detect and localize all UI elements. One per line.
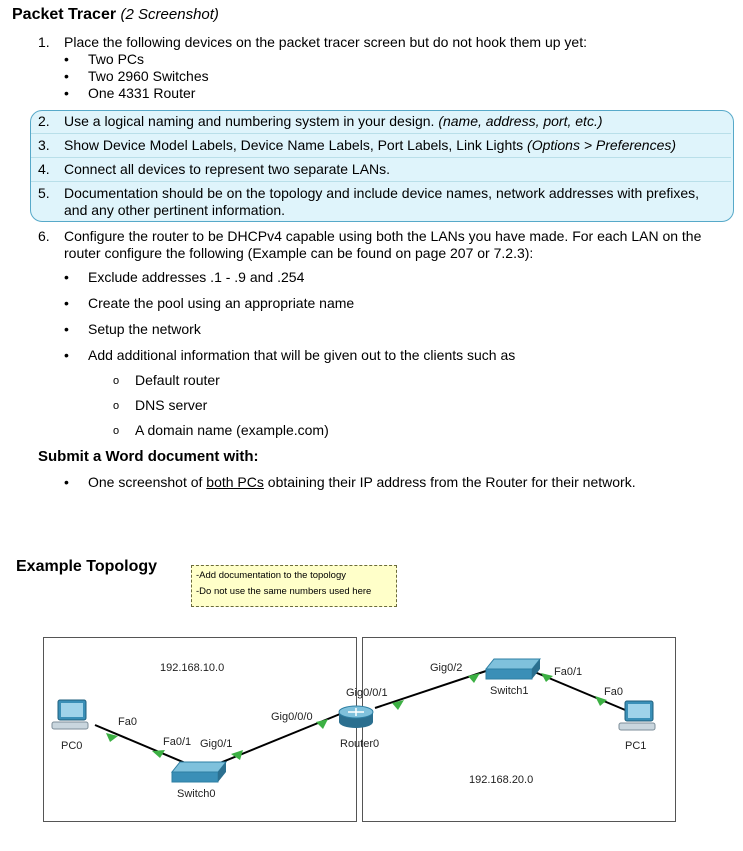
step6-line1: Configure the router to be DHCPv4 capable using both the LANs you have made. For each LAN on the — [64, 228, 702, 244]
step6-bullet: Exclude addresses .1 - .9 and .254 — [88, 269, 305, 285]
port-label: Fa0 — [118, 716, 137, 728]
pc0-label: PC0 — [61, 740, 83, 752]
port-label: Gig0/1 — [200, 738, 233, 750]
port-label: Gig0/0/0 — [271, 711, 313, 723]
pc1-icon — [619, 701, 655, 730]
switch1-label: Switch1 — [490, 685, 529, 697]
submit-underlined: both PCs — [206, 474, 264, 490]
step6-line2: router configure the following (Example can be found on page 207 or 7.2.3): — [64, 245, 534, 261]
circle-bullet-icon: o — [113, 400, 120, 412]
pc0-icon — [52, 700, 88, 729]
router0-icon — [339, 706, 373, 728]
port-label: Fa0/1 — [554, 666, 583, 678]
router0-label: Router0 — [340, 738, 380, 750]
step5-line2: and any other pertinent information. — [64, 202, 286, 218]
step6-bullet: Setup the network — [88, 321, 201, 337]
switch1-icon — [486, 659, 540, 679]
bullet-icon: • — [64, 347, 69, 363]
port-label: Fa0 — [604, 686, 623, 698]
bullet-icon: • — [64, 85, 69, 101]
step6-sub-bullet: Default router — [135, 372, 220, 388]
step2-italic: (name, address, port, etc.) — [438, 113, 603, 129]
port-label: Gig0/0/1 — [346, 687, 388, 699]
title-subtitle: (2 Screenshot) — [120, 6, 219, 23]
step3-main: Show Device Model Labels, Device Name Labels, Port Labels, Link Lights — [64, 137, 524, 153]
switch0-label: Switch0 — [177, 788, 216, 800]
step1-number: 1. — [38, 34, 50, 50]
network-label-left: 192.168.10.0 — [160, 662, 225, 674]
step5-line1: Documentation should be on the topology and include device names, network addresses with prefixes, — [64, 185, 700, 201]
step1-bullet: Two PCs — [88, 51, 145, 67]
port-label: Gig0/2 — [430, 662, 463, 674]
step3-number: 3. — [38, 137, 50, 153]
title-main: Packet Tracer — [12, 6, 117, 23]
step6-bullet: Add additional information that will be given out to the clients such as — [88, 347, 516, 363]
link-light-icon — [541, 673, 553, 682]
submit-pre: One screenshot of — [88, 474, 207, 490]
circle-bullet-icon: o — [113, 375, 120, 387]
step5-number: 5. — [38, 185, 50, 201]
step4-text: Connect all devices to represent two separate LANs. — [64, 161, 391, 177]
bullet-icon: • — [64, 51, 69, 67]
bullet-icon: • — [64, 295, 69, 311]
link-light-icon — [468, 673, 480, 683]
network-label-right: 192.168.20.0 — [469, 774, 534, 786]
port-label: Fa0/1 — [163, 736, 192, 748]
step3-italic: (Options > Preferences) — [527, 137, 677, 153]
circle-bullet-icon: o — [113, 425, 120, 437]
bullet-icon: • — [64, 68, 69, 84]
pc1-label: PC1 — [625, 740, 647, 752]
submit-post: obtaining their IP address from the Router for their network. — [263, 474, 636, 490]
step6-number: 6. — [38, 228, 50, 244]
step2-number: 2. — [38, 113, 50, 129]
example-title: Example Topology — [16, 558, 158, 575]
step6-bullet: Create the pool using an appropriate name — [88, 295, 355, 311]
note-line: -Do not use the same numbers used here — [196, 586, 372, 597]
note-line: -Add documentation to the topology — [196, 570, 346, 581]
step6-sub-bullet: A domain name (example.com) — [135, 422, 329, 438]
step1-bullet: Two 2960 Switches — [88, 68, 209, 84]
step1-bullet: One 4331 Router — [88, 85, 196, 101]
step6-sub-bullet: DNS server — [135, 397, 208, 413]
bullet-icon: • — [64, 474, 69, 490]
bullet-icon: • — [64, 321, 69, 337]
switch0-icon — [172, 762, 226, 782]
step4-number: 4. — [38, 161, 50, 177]
step1-text: Place the following devices on the packet tracer screen but do not hook them up yet: — [64, 34, 587, 50]
step2-main: Use a logical naming and numbering system in your design. — [64, 113, 435, 129]
submit-heading: Submit a Word document with: — [38, 448, 259, 465]
bullet-icon: • — [64, 269, 69, 285]
